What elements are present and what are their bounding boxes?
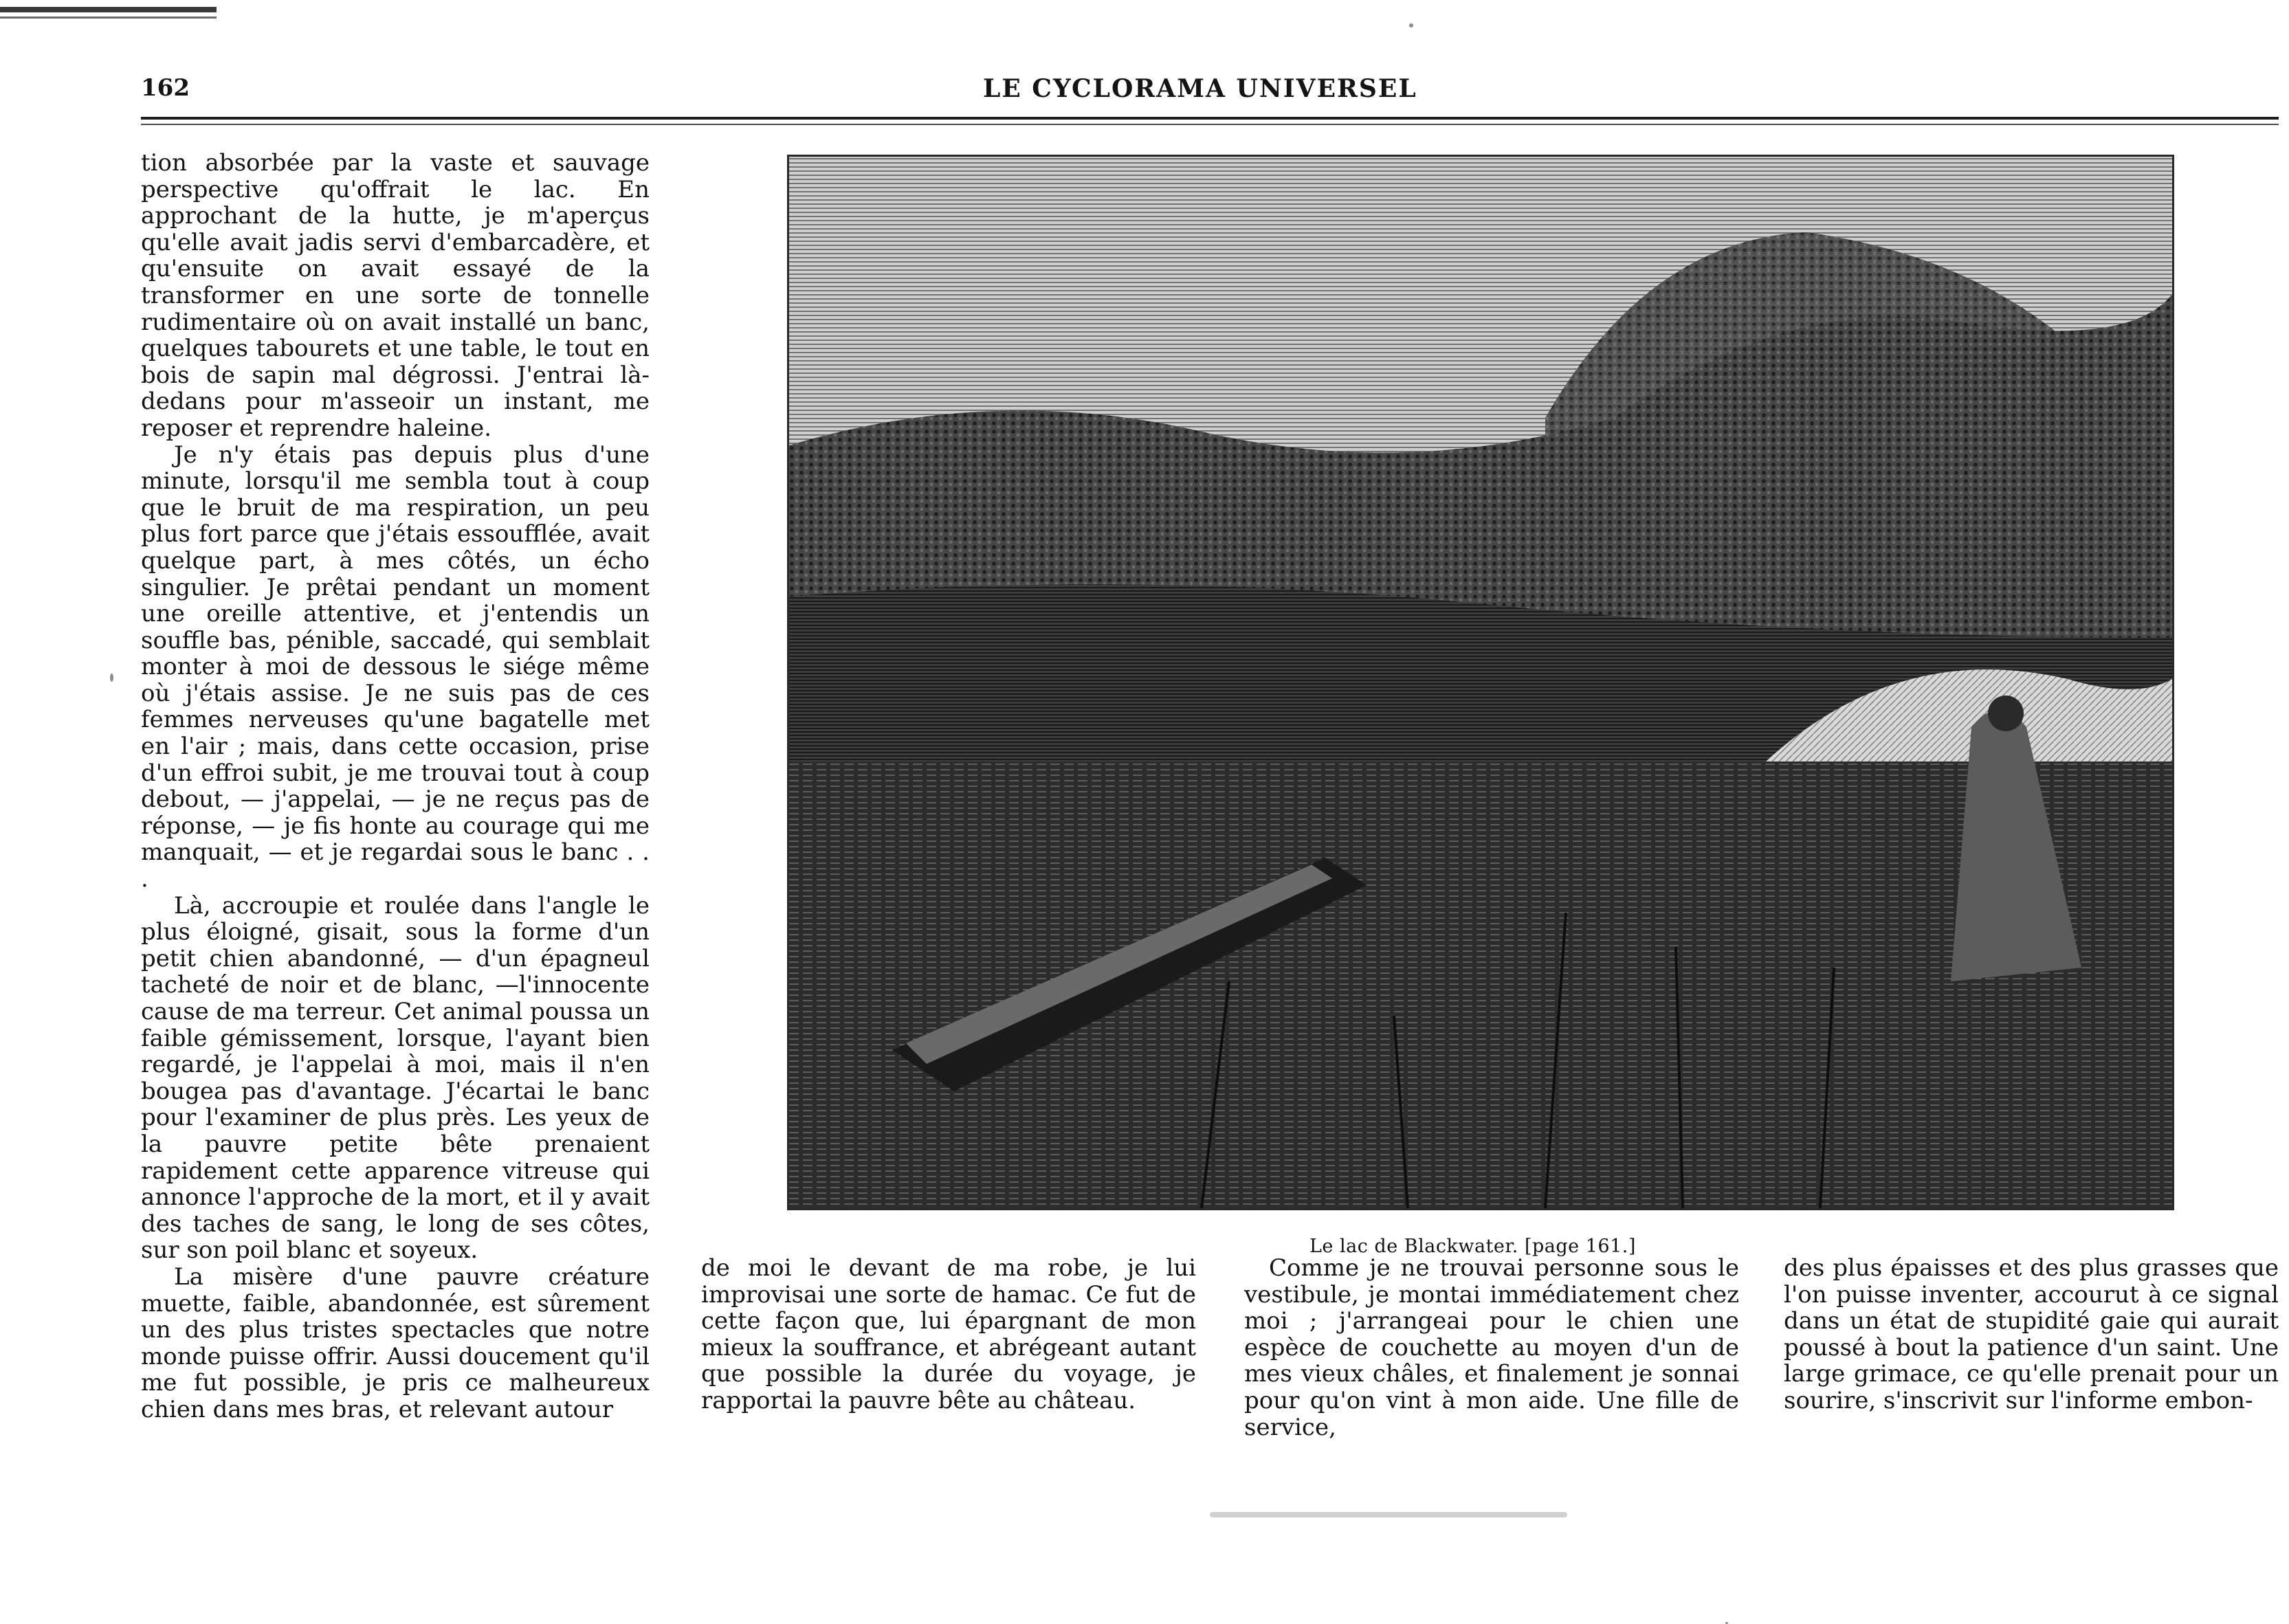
paragraph: Comme je ne trouvai personne sous le vestibule, je montai immédiatement chez moi ; j'arrangeai pour le chien une espèce de couchette au moyen d'un de mes vieux châles, et finalement je sonnai pour qu'on vint à mon aide. Une fille de service, (1244, 1254, 1739, 1441)
header-rule-thin (141, 124, 2279, 125)
text-column-3 (1244, 1255, 1739, 1441)
paper-smudge (1210, 1512, 1567, 1517)
paragraph: tion absorbée par la vaste et sauvage perspective qu'offrait le lac. En approchant de la hutte, je m'aperçus qu'elle avait jadis servi d'embarcadère, et qu'ensuite on avait essayé de la transformer en une sorte de tonnelle rudimentaire où on avait installé un banc, quelques tabourets et une table, le tout en bois de sapin mal dégrossi. J'entrai là-dedans pour m'asseoir un instant, me reposer et reprendre haleine. (141, 149, 650, 442)
page-number: 162 (141, 74, 190, 102)
left-text-column (141, 150, 650, 1423)
engraving-illustration (787, 155, 2174, 1210)
paragraph: Là, accroupie et roulée dans l'angle le plus éloigné, gisait, sous la forme d'un petit chien abandonné, — d'un épagneul tacheté de noir et de blanc, —l'innocente cause de ma terreur. Cet animal poussa un faible gémissement, lorsque, l'ayant bien regardé, je l'appelai à moi, mais il n'en bougea pas d'avantage. J'écartai le banc pour l'examiner de plus près. Les yeux de la pauvre petite bête prenaient rapidement cette apparence vitreuse qui annonce l'approche de la mort, et il y avait des taches de sang, le long de ses côtes, sur son poil blanc et soyeux. (141, 891, 650, 1265)
running-title: LE CYCLORAMA UNIVERSEL (983, 74, 1417, 103)
text-column-4 (1784, 1255, 2279, 1414)
paragraph: des plus épaisses et des plus grasses que l'on puisse inventer, accourut à ce signal dans un état de stupidité gaie qui aurait poussé à bout la patience d'un saint. Une large grimace, ce qu'elle prenait pour un sourire, s'inscrivit sur l'informe embon- (1784, 1254, 2279, 1414)
page-header (141, 74, 2279, 115)
paper-speck (110, 674, 113, 682)
text-column-2 (701, 1255, 1196, 1414)
paragraph: Je n'y étais pas depuis plus d'une minute, lorsqu'il me sembla tout à coup que le bruit de ma respiration, un peu plus fort parce que j'étais essoufflée, avait quelque part, à mes côtés, un écho singulier. Je prêtai pendant un moment une oreille attentive, et j'entendis un souffle bas, pénible, saccadé, qui semblait monter à moi de dessous le siége même où j'étais assise. Je ne suis pas de ces femmes nerveuses qu'une bagatelle met en l'air ; mais, dans cette occasion, prise d'un effroi subit, je me trouvai tout à coup debout, — j'appelai, — je ne reçus pas de réponse, — je fis honte au courage qui me manquait, — et je regardai sous le banc . . . (141, 441, 650, 893)
figure-caption: Le lac de Blackwater. [page 161.] (1309, 1236, 1636, 1257)
paragraph: La misère d'une pauvre créature muette, faible, abandonnée, est sûrement un des plus tristes spectacles que notre monde puisse offrir. Aussi doucement qu'il me fut possible, je pris ce malheureux chien dans mes bras, et relevant autour (141, 1263, 650, 1423)
paper-speck (1409, 23, 1413, 27)
lake-scene-engraving (789, 157, 2172, 1208)
top-corner-rule-thin (0, 16, 217, 19)
header-rule (141, 117, 2279, 120)
paragraph: de moi le devant de ma robe, je lui improvisai une sorte de hamac. Ce fut de cette façon que, lui épargnant de mon mieux la souffrance, et abrégeant autant que possible la durée du voyage, je rapportai la pauvre bête au château. (701, 1254, 1196, 1414)
top-corner-rule (0, 7, 217, 12)
